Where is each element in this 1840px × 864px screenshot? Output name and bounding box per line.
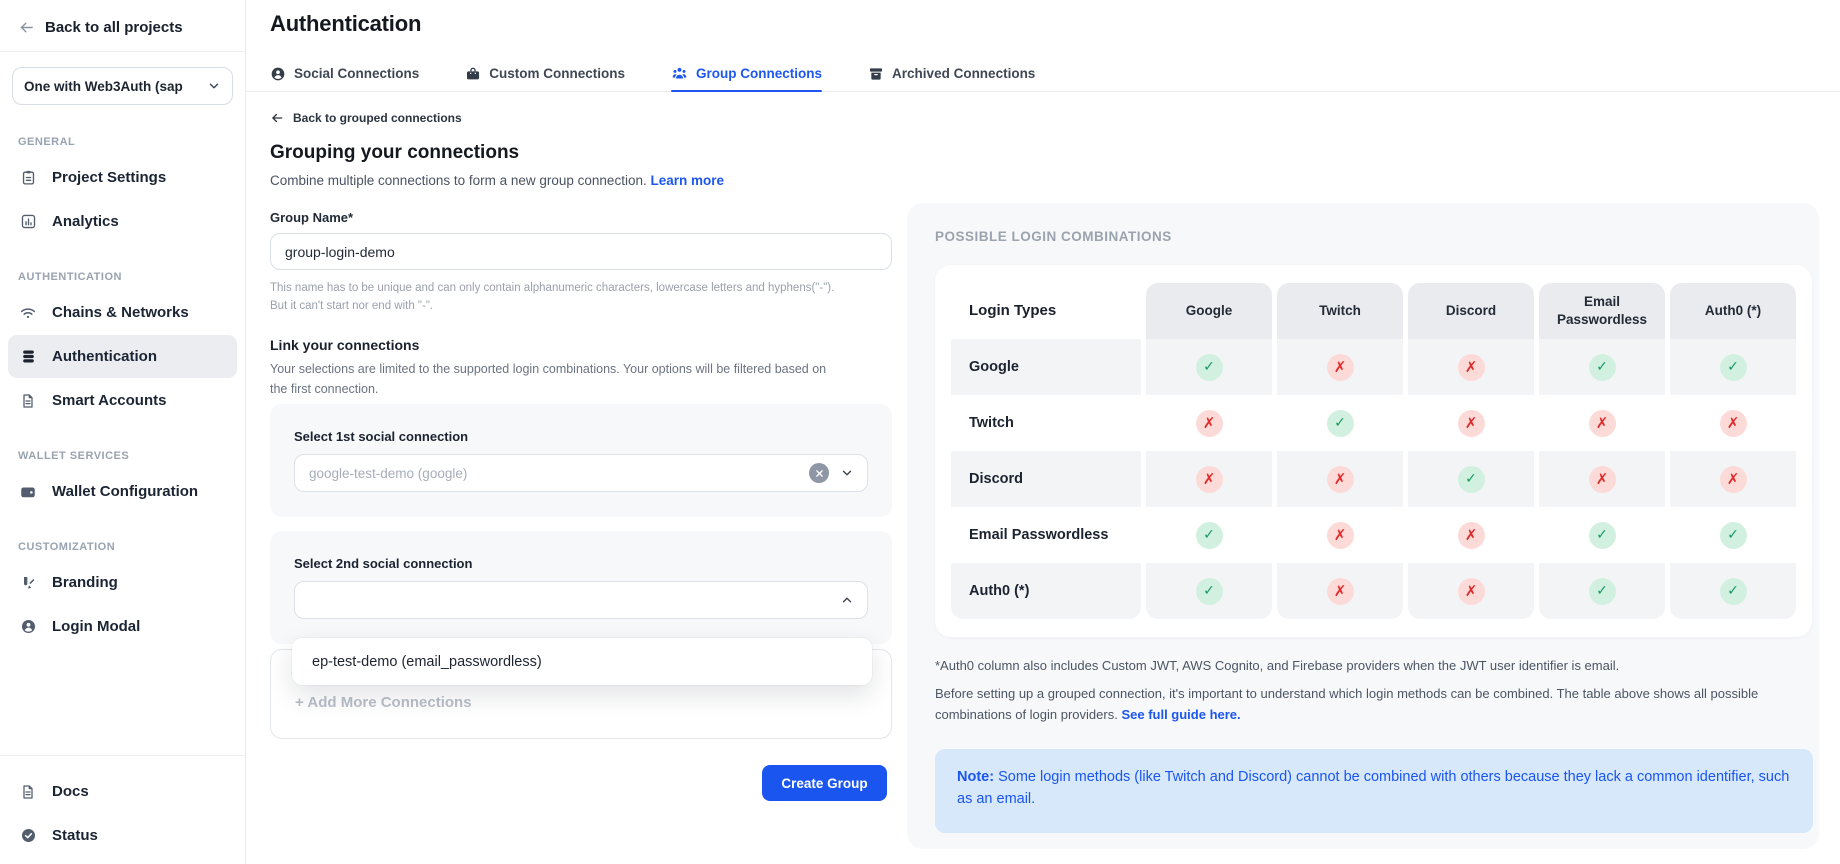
bar-chart-icon	[18, 212, 38, 232]
auth0-footnote: *Auth0 column also includes Custom JWT, AWS Cognito, and Firebase providers when the JWT user identifier is email.	[935, 658, 1620, 673]
row-label-discord: Discord	[951, 451, 1141, 507]
sidebar-divider	[0, 51, 245, 52]
cross-icon: ✗	[1458, 578, 1485, 605]
sidebar-footer-divider	[0, 755, 245, 756]
cross-icon: ✗	[1196, 466, 1223, 493]
check-icon: ✓	[1720, 354, 1747, 381]
check-icon: ✓	[1196, 522, 1223, 549]
tab-label: Custom Connections	[489, 66, 626, 81]
group-name-input[interactable]	[270, 233, 892, 270]
table-cell	[1670, 507, 1796, 563]
table-cell	[1146, 339, 1272, 395]
wallet-icon	[18, 482, 38, 502]
cross-icon: ✗	[1327, 354, 1354, 381]
page-title: Authentication	[270, 11, 422, 36]
sidebar-item-wallet-configuration[interactable]	[8, 470, 237, 513]
first-connection-select[interactable]	[294, 454, 868, 492]
first-connection-card	[270, 404, 892, 517]
clipboard-icon	[18, 168, 38, 188]
sidebar-item-label: Wallet Configuration	[52, 483, 199, 500]
check-icon: ✓	[1196, 354, 1223, 381]
document-icon	[18, 391, 38, 411]
first-connection-label: Select 1st social connection	[294, 429, 469, 444]
login-combinations-table	[951, 283, 1796, 619]
sidebar-item-status[interactable]	[8, 814, 237, 857]
sidebar-item-label: Branding	[52, 574, 118, 591]
brush-icon	[18, 573, 38, 593]
cross-icon: ✗	[1327, 522, 1354, 549]
sidebar-item-label: Authentication	[52, 348, 157, 365]
table-cell	[1408, 507, 1534, 563]
table-cell	[1670, 339, 1796, 395]
table-cell	[1146, 507, 1272, 563]
sidebar-item-label: Status	[52, 827, 98, 844]
user-circle-icon	[18, 617, 38, 637]
sidebar	[0, 0, 246, 864]
section-label-general: GENERAL	[18, 136, 76, 148]
cross-icon: ✗	[1589, 466, 1616, 493]
form-heading: Grouping your connections	[270, 142, 520, 163]
column-header-login-types: Login Types	[951, 283, 1141, 339]
sidebar-item-docs[interactable]	[8, 770, 237, 813]
form-subtitle	[270, 173, 724, 188]
section-label-customization: CUSTOMIZATION	[18, 541, 116, 553]
back-to-grouped-connections-link[interactable]	[270, 111, 462, 125]
combinations-table-card	[935, 265, 1812, 637]
link-connections-heading: Link your connections	[270, 337, 420, 353]
table-cell	[1146, 451, 1272, 507]
cross-icon: ✗	[1327, 578, 1354, 605]
form-subtitle-text: Combine multiple connections to form a new group connection.	[270, 173, 647, 188]
column-header-discord: Discord	[1408, 283, 1534, 339]
tab-archived-connections[interactable]	[868, 56, 1035, 91]
note-callout	[935, 749, 1813, 833]
column-header-google: Google	[1146, 283, 1272, 339]
sidebar-item-authentication[interactable]	[8, 335, 237, 378]
possible-login-combinations-panel	[907, 203, 1819, 849]
sidebar-item-analytics[interactable]	[8, 200, 237, 243]
sidebar-item-login-modal[interactable]	[8, 605, 237, 648]
sidebar-item-label: Project Settings	[52, 169, 167, 186]
table-cell	[1408, 339, 1534, 395]
archive-box-icon	[868, 66, 884, 82]
help-line-1: This name has to be unique and can only contain alphanumeric characters, lowercase letters and hyphens("-").	[270, 282, 835, 294]
table-cell	[1539, 563, 1665, 619]
second-connection-select[interactable]	[294, 581, 868, 619]
check-icon: ✓	[1196, 578, 1223, 605]
check-icon: ✓	[1458, 466, 1485, 493]
check-icon: ✓	[1327, 410, 1354, 437]
learn-more-link[interactable]: Learn more	[650, 173, 725, 188]
group-name-label: Group Name*	[270, 210, 354, 225]
user-circle-icon	[270, 66, 286, 82]
table-cell	[1277, 339, 1403, 395]
column-header-auth0: Auth0 (*)	[1670, 283, 1796, 339]
table-cell	[1146, 395, 1272, 451]
back-to-projects-label: Back to all projects	[45, 19, 183, 36]
sidebar-item-smart-accounts[interactable]	[8, 379, 237, 422]
chevron-down-icon[interactable]	[840, 466, 854, 480]
create-group-button[interactable]: Create Group	[762, 765, 887, 801]
check-icon: ✓	[1720, 522, 1747, 549]
row-label-twitch: Twitch	[951, 395, 1141, 451]
second-connection-label: Select 2nd social connection	[294, 556, 473, 571]
table-cell	[1277, 395, 1403, 451]
note-text: Some login methods (like Twitch and Discord) cannot be combined with others because they lack a common identifier, such as an email.	[957, 769, 1790, 808]
table-cell	[1277, 507, 1403, 563]
stack-icon	[18, 347, 38, 367]
tab-group-connections[interactable]	[671, 56, 822, 91]
back-link-label: Back to grouped connections	[293, 111, 462, 125]
cross-icon: ✗	[1458, 522, 1485, 549]
project-selector-label: One with Web3Auth (sap	[24, 78, 183, 94]
back-arrow-icon	[270, 111, 284, 125]
wifi-icon	[18, 303, 38, 323]
project-selector[interactable]	[12, 67, 233, 105]
cross-icon: ✗	[1458, 354, 1485, 381]
first-connection-value: google-test-demo (google)	[309, 465, 468, 481]
cross-icon: ✗	[1589, 410, 1616, 437]
column-header-twitch: Twitch	[1277, 283, 1403, 339]
toolbox-icon	[465, 66, 481, 82]
tab-social-connections[interactable]	[270, 56, 419, 91]
tab-label: Social Connections	[294, 66, 420, 81]
row-label-google: Google	[951, 339, 1141, 395]
row-label-auth0: Auth0 (*)	[951, 563, 1141, 619]
sidebar-item-label: Smart Accounts	[52, 392, 167, 409]
combinations-panel-title: POSSIBLE LOGIN COMBINATIONS	[935, 229, 1172, 244]
sidebar-item-label: Analytics	[52, 213, 119, 230]
table-cell	[1408, 451, 1534, 507]
sidebar-footer	[0, 755, 245, 858]
back-to-projects-link[interactable]	[0, 0, 245, 51]
table-cell	[1146, 563, 1272, 619]
sidebar-item-chains-networks[interactable]	[8, 291, 237, 334]
link-connections-description: Your selections are limited to the supported login combinations. Your options will be filtered based on the first connection.	[270, 362, 827, 396]
table-cell	[1539, 507, 1665, 563]
table-cell	[1408, 563, 1534, 619]
sidebar-item-project-settings[interactable]	[8, 156, 237, 199]
note-label: Note:	[957, 769, 995, 785]
add-more-connections-button[interactable]: + Add More Connections	[295, 694, 472, 711]
clear-selection-icon[interactable]	[809, 463, 829, 483]
help-line-2: But it can't start nor end with "-".	[270, 300, 434, 313]
chevron-down-icon	[207, 79, 221, 93]
section-label-wallet-services: WALLET SERVICES	[18, 450, 130, 462]
sidebar-item-label: Docs	[52, 783, 89, 800]
cross-icon: ✗	[1720, 410, 1747, 437]
table-cell	[1539, 451, 1665, 507]
sidebar-item-branding[interactable]	[8, 561, 237, 604]
tab-custom-connections[interactable]	[465, 56, 625, 91]
cross-icon: ✗	[1327, 466, 1354, 493]
table-cell	[1670, 563, 1796, 619]
second-connection-card	[270, 531, 892, 644]
table-cell	[1408, 395, 1534, 451]
sidebar-item-label: Login Modal	[52, 618, 141, 635]
section-label-authentication: AUTHENTICATION	[18, 271, 122, 283]
check-icon: ✓	[1720, 578, 1747, 605]
connection-dropdown-option[interactable]: ep-test-demo (email_passwordless)	[292, 638, 872, 685]
table-cell	[1670, 395, 1796, 451]
docs-icon	[18, 782, 38, 802]
column-header-email-passwordless: Email Passwordless	[1539, 283, 1665, 339]
footnote-text: Before setting up a grouped connection, it's important to understand which login methods can be combined. The table above shows all possible combinations of login providers.	[935, 686, 1759, 722]
see-full-guide-link[interactable]: See full guide here.	[1121, 706, 1241, 722]
table-cell	[1539, 395, 1665, 451]
cross-icon: ✗	[1720, 466, 1747, 493]
table-cell	[1539, 339, 1665, 395]
tab-label: Group Connections	[696, 66, 823, 81]
group-name-help	[270, 279, 860, 316]
back-arrow-icon	[18, 19, 35, 36]
check-icon: ✓	[1589, 522, 1616, 549]
row-label-email-passwordless: Email Passwordless	[951, 507, 1141, 563]
check-icon: ✓	[1589, 578, 1616, 605]
check-circle-icon	[18, 826, 38, 846]
table-cell	[1277, 451, 1403, 507]
cross-icon: ✗	[1458, 410, 1485, 437]
people-group-icon	[671, 65, 688, 82]
sidebar-item-label: Chains & Networks	[52, 304, 189, 321]
tab-bar	[246, 56, 1840, 92]
check-icon: ✓	[1589, 354, 1616, 381]
table-cell	[1670, 451, 1796, 507]
chevron-up-icon[interactable]	[840, 593, 854, 607]
cross-icon: ✗	[1196, 410, 1223, 437]
grouped-connection-footnote	[935, 684, 1791, 726]
tab-label: Archived Connections	[892, 66, 1036, 81]
table-cell	[1277, 563, 1403, 619]
